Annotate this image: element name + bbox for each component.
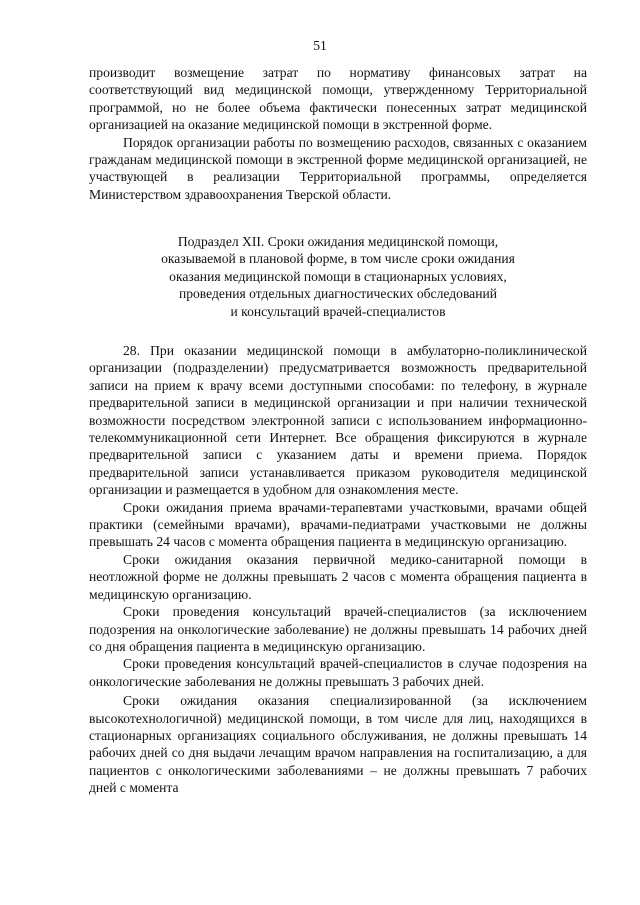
heading-line: Подраздел XII. Сроки ожидания медицинской помощи, [177, 234, 499, 249]
paragraph: Сроки проведения консультаций врачей-специалистов в случае подозрения на онкологические заболевания не должны превышать 3 рабочих дней. [89, 656, 587, 689]
paragraph: Сроки ожидания оказания первичной медико-санитарной помощи в неотложной форме не должны превышать 2 часов с момента обращения пациента в медицинскую организацию. [89, 551, 587, 602]
paragraph: Сроки проведения консультаций врачей-специалистов (за исключением подозрения на онкологические заболевание) не должны превышать 14 рабочих дней со дня обращения пациента в медицинскую организацию. [89, 604, 587, 654]
heading-line: оказания медицинской помощи в стационарных условиях, [169, 268, 507, 284]
paragraph: производит возмещение затрат по нормативу финансовых затрат на соответствующий вид медицинской помощи, утвержденному Территориальной программой, но не более объема фактически понесенных затрат медицинской организацией на оказание медицинской помощи в экстренной форме. [89, 65, 587, 133]
text-block-main [89, 342, 587, 797]
paragraph: 28. При оказании медицинской помощи в амбулаторно-поликлинической организации (подразделении) предусматривается возможность предварительной записи на прием к врачу всеми доступными способами: по телефону, в журнале предварительной записи в медицинской организации и при наличии технической возможности посредством электронной записи с использованием информационно-телекоммуникационной сети Интернет. Все обращения фиксируются в журнале предварительной записи с указанием даты и времени приема. Порядок предварительной записи устанавливается приказом руководителя медицинской организации и размещается в удобном для ознакомления месте. [89, 343, 587, 498]
subsection-heading [89, 233, 587, 320]
text-block-top [89, 64, 587, 203]
page-number: 51 [313, 38, 327, 53]
heading-line: проведения отдельных диагностических обследований [178, 286, 498, 302]
paragraph: Сроки ожидания приема врачами-терапевтами участковыми, врачами общей практики (семейными врачами), врачами-педиатрами участковыми не должны превышать 24 часов с момента обращения пациента в медицинскую организацию. [89, 499, 587, 550]
heading-line: оказываемой в плановой форме, в том числе сроки ожидания [161, 251, 515, 267]
paragraph: Порядок организации работы по возмещению расходов, связанных с оказанием гражданам медицинской помощи в экстренной форме медицинской организацией, не участвующей в реализации Территориальной программы, определяется Министерством здравоохранения Тверской области. [89, 134, 587, 202]
paragraph: Сроки ожидания оказания специализированной (за исключением высокотехнологичной) медицинской помощи, в том числе для лиц, находящихся в стационарных организациях социального обслуживания, не должны превышать 14 рабочих дней со дня выдачи лечащим врачом направления на госпитализацию, а для пациентов с онкологическими заболеваниями – не должны превышать 7 рабочих дней с момента [89, 693, 587, 796]
heading-line: и консультаций врачей-специалистов [230, 303, 446, 319]
